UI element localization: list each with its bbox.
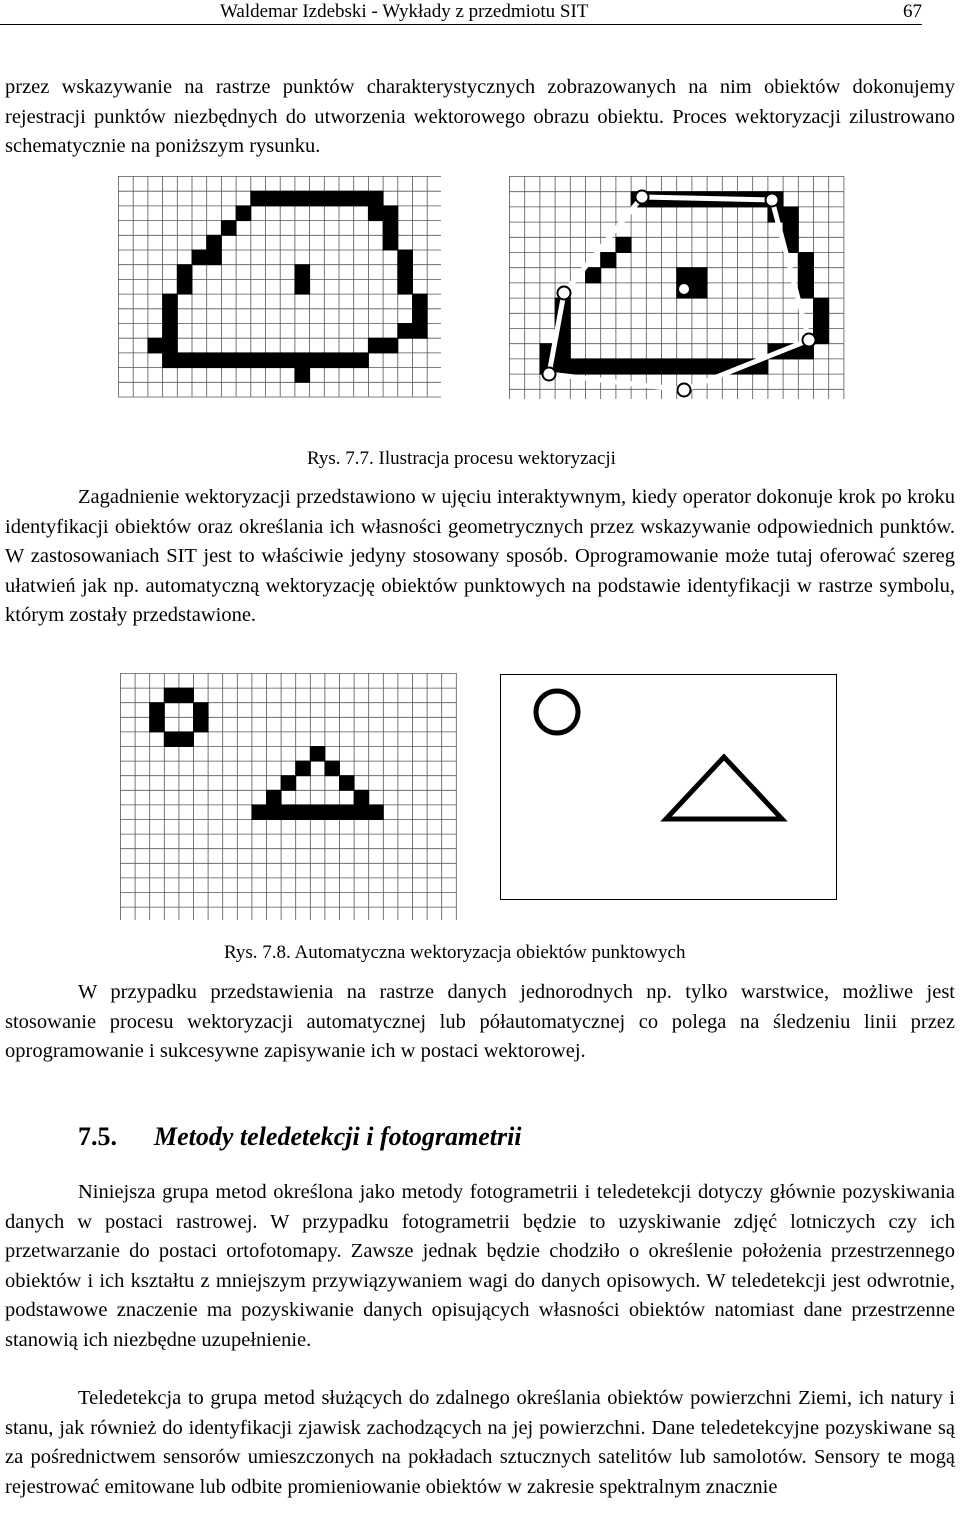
raster-cell [162,323,178,339]
remote-sensing-paragraph: Teledetekcja to grupa metod służących do zdalnego określania obiektów powierzchni Ziemi, ich natury i stanu, jak również do identyfikacji zjawisk zachodzących na jej powierzchni. Dane teledetekcyjne pozyskiwane są za pośrednictwem sensorów umieszczonych na pokładach sztucznych satelitów lub samolotów. Sensory te mogą rejestrować emitowane lub odbite promieniowanie obiektów w zakresie spektralnym znacznie [5,1387,955,1498]
raster-cell [353,352,369,368]
raster-cell [354,790,370,806]
raster-cell [309,191,325,207]
raster-cell [798,267,814,283]
raster-cell [339,352,355,368]
raster-cell [294,191,310,207]
raster-cell [162,294,178,310]
section-title: Metody teledetekcji i fotogrametrii [154,1122,522,1151]
raster-cell [383,338,399,354]
raster-cell [397,323,413,339]
raster-cell [676,267,692,283]
grid-background [120,673,456,920]
raster-cell [221,220,237,236]
vector-symbols [500,674,837,900]
page-number: 67 [903,1,922,22]
page-header [0,0,922,25]
raster-cell [281,775,297,791]
raster-cell [149,717,165,733]
raster-cell [615,237,631,253]
symbols-grid [120,673,457,920]
raster-cell [236,352,252,368]
raster-cell [280,352,296,368]
raster-cell [354,804,370,820]
raster-cell [383,220,399,236]
raster-cell [149,702,165,718]
vertex-point [558,287,571,300]
raster-cell [676,358,692,374]
raster-cell [555,358,571,374]
raster-cell [412,323,428,339]
raster-cell [177,352,193,368]
homogeneous-paragraph: W przypadku przedstawienia na rastrze danych jednorodnych np. tylko warstwice, możliwe jest stosowanie procesu wektoryzacji automatycznej lub półautomatycznej co polega na śledzeniu linii przez oprogramowanie i sukcesywne zapisywanie ich w postaci wektorowej. [5,981,955,1062]
header-title: Waldemar Izdebski - Wykłady z przedmiotu SIT [220,1,589,22]
raster-cell [221,352,237,368]
raster-cell [324,761,340,777]
raster-cell [383,205,399,221]
raster-cell [353,191,369,207]
raster-cell [397,264,413,280]
raster-cell [691,282,707,298]
raster-cell [206,235,222,251]
raster-cell [783,222,799,238]
raster-cell [691,358,707,374]
raster-cell [251,804,267,820]
raster-cell [177,279,193,295]
raster-cell [162,338,178,354]
raster-cell [206,352,222,368]
raster-cell [368,205,384,221]
vertex-point [803,334,816,347]
raster-cell [783,206,799,222]
raster-cell [250,191,266,207]
raster-cell [585,267,601,283]
raster-cell [813,298,829,314]
raster-cell [281,804,297,820]
raster-cell [339,775,355,791]
raster-cell [294,264,310,280]
section-number: 7.5. [78,1122,117,1151]
raster-cell [178,731,194,747]
raster-cell [280,191,296,207]
raster-cell [324,191,340,207]
vertex-point [543,368,556,381]
raster-cell [250,352,266,368]
vector-grid [509,176,845,399]
raster-cell [295,804,311,820]
figure-7-8-caption: Rys. 7.8. Automatyczna wektoryzacja obiektów punktowych [224,942,686,963]
intro-paragraph: przez wskazywanie na rastrze punktów charakterystycznych zobrazowanych na nim obiektów dokonujemy rejestracji punktów niezbędnych do utworzenia wektorowego obrazu obiektu. Proces wektoryzacji zilustrowano schematycznie na poniższym rysunku. [5,76,955,157]
raster-cell [661,358,677,374]
raster-cell [310,746,326,762]
raster-cell [265,191,281,207]
raster-cell [383,235,399,251]
vertex-point [636,191,649,204]
raster-cell [295,761,311,777]
raster-cell [266,804,282,820]
raster-cell [646,358,662,374]
raster-cell [294,279,310,295]
raster-cell [324,804,340,820]
interactive-paragraph: Zagadnienie wektoryzacji przedstawiono w ujęciu interaktywnym, kiedy operator dokonuje krok po kroku identyfikacji obiektów oraz określania ich własności geometrycznych przez wskazywanie odpowiednich punktów. W zastosowaniach SIT jest to właściwie jedyny stosowany sposób. Oprogramowanie może tutaj oferować szereg ułatwień jak np. automatyczną wektoryzację obiektów punktowych na podstawie identyfikacji w rastrze symbolu, którym zostały przedstawione. [5,486,955,626]
raster-cell [294,367,310,383]
raster-symbols-figure [120,673,457,920]
raster-cell [310,804,326,820]
raster-cell [265,352,281,368]
raster-cell [192,352,208,368]
raster-cell [192,250,208,266]
raster-cell [178,688,194,704]
raster-cell [397,250,413,266]
raster-cell [600,252,616,268]
raster-cell [585,358,601,374]
raster-cell [600,358,616,374]
figure-7-7-caption: Rys. 7.7. Ilustracja procesu wektoryzacji [307,448,616,469]
raster-cell [236,205,252,221]
raster-cell [339,191,355,207]
raster-cell [798,282,814,298]
raster-grid [118,176,441,399]
raster-cell [555,343,571,359]
raster-cell [164,688,180,704]
raster-cell [266,790,282,806]
raster-cell [707,358,723,374]
raster-shape-figure [118,176,441,399]
raster-cell [193,702,209,718]
raster-cell [412,294,428,310]
raster-cell [368,191,384,207]
raster-cell [798,252,814,268]
vector-symbols-figure [500,674,837,900]
vertex-point [766,194,779,207]
raster-cell [368,338,384,354]
raster-cell [631,358,647,374]
symbols-frame [501,675,837,900]
vectorized-shape-figure [509,176,845,399]
raster-cell [147,338,163,354]
raster-cell [691,267,707,283]
raster-cell [339,804,355,820]
point-object-marker [678,283,690,295]
raster-cell [206,250,222,266]
raster-cell [294,352,310,368]
methods-paragraph: Niniejsza grupa metod określona jako metody fotogrametrii i teledetekcji dotyczy głównie pozyskiwania danych w postaci rastrowej. W przypadku fotogrametrii będzie to uzyskiwanie zdjęć lotniczych czy ich przetwarzanie do postaci ortofotomapy. Zawsze jednak będzie chodziło o określenie położenia przestrzennego obiektów i ich kształtu z mniejszym przywiązywaniem wagi do danych opisowych. W teledetekcji jest odwrotnie, podstawowe znaczenie ma pozyskiwanie danych opisujących własności obiektów natomiast dane przestrzenne stanowią ich niezbędne uzupełnienie. [5,1181,955,1351]
raster-cell [615,358,631,374]
raster-cell [570,358,586,374]
raster-cell [368,804,384,820]
raster-cell [162,308,178,324]
section-heading [78,1122,522,1152]
raster-cell [164,731,180,747]
raster-cell [162,352,178,368]
raster-cell [193,717,209,733]
raster-cell [412,308,428,324]
raster-cell [397,279,413,295]
raster-cell [324,352,340,368]
raster-cell [813,313,829,329]
raster-cell [309,352,325,368]
vertex-point [678,384,691,397]
raster-cell [177,264,193,280]
